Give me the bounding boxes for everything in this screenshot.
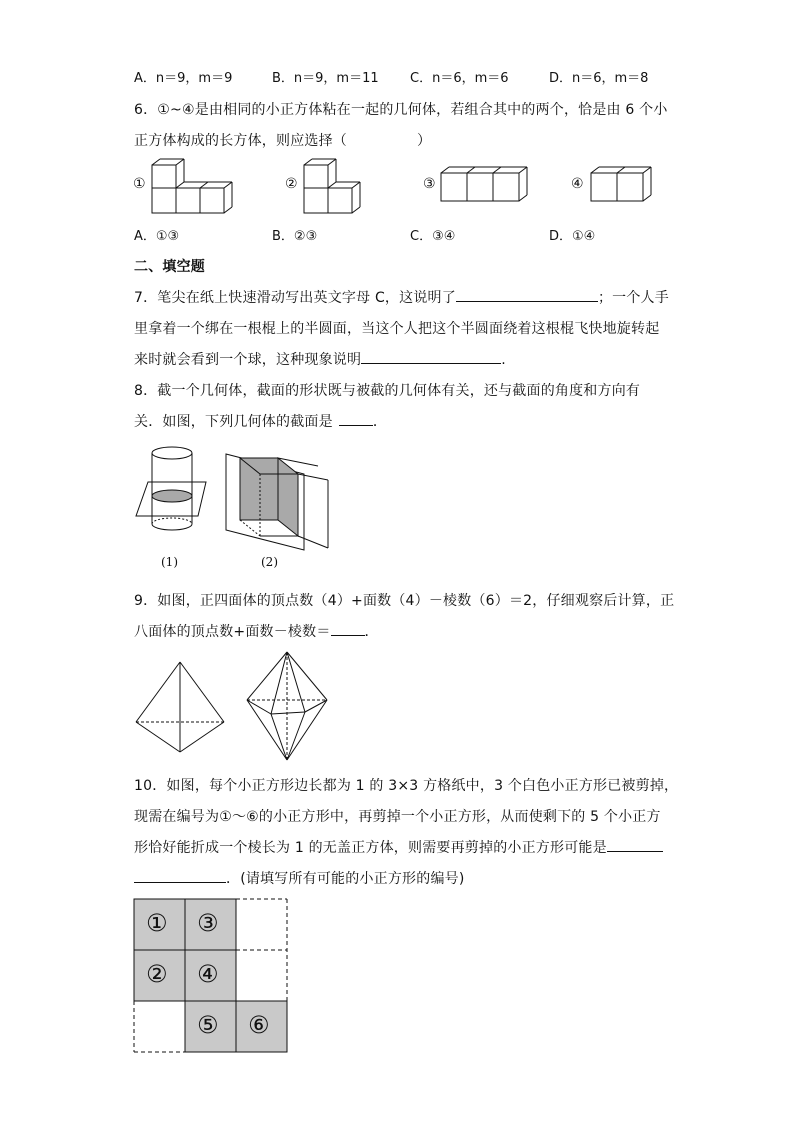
q7-answer-blank-2[interactable] <box>361 349 501 364</box>
q6-figure-2 <box>302 157 368 217</box>
q10-grid-label-6: ⑥ <box>248 1011 270 1039</box>
q6-option-b: B．②③ <box>272 229 318 244</box>
q10-grid-label-3: ③ <box>197 909 219 937</box>
q10-grid-label-4: ④ <box>197 960 219 988</box>
q7-answer-blank-1[interactable] <box>456 287 598 302</box>
q5-option-c: C．n＝6，m＝6 <box>410 71 509 86</box>
q8-figure-cube <box>222 452 332 552</box>
q6-figure-1 <box>150 157 240 217</box>
q6-line-2-post: ） <box>417 133 432 149</box>
q9-line-2 <box>134 621 379 641</box>
q7-line-1 <box>134 287 669 307</box>
q8-caption-1: (1) <box>161 555 178 569</box>
q10-answer-blank-1[interactable] <box>607 837 663 852</box>
q10-grid-label-1: ① <box>146 909 168 937</box>
q5-option-a: A．n＝9，m＝9 <box>134 71 233 86</box>
q8-figure-cylinder <box>134 444 214 536</box>
q10-line-3 <box>134 837 663 857</box>
q8-line-2-post: ． <box>372 414 388 430</box>
q5-option-b: B．n＝9，m＝11 <box>272 71 379 86</box>
q6-option-a: A．①③ <box>134 229 180 244</box>
q10-grid-label-2: ② <box>146 960 168 988</box>
q8-answer-blank[interactable] <box>339 411 373 426</box>
q7-line-1-post: ；一个人手 <box>597 290 669 306</box>
q9-line-1: 9．如图，正四面体的顶点数（4）+面数（4）－棱数（6）＝2，仔细观察后计算，正 <box>134 593 675 609</box>
q10-line-4-text: ．(请填写所有可能的小正方形的编号) <box>226 871 465 887</box>
q6-line-1: 6．①~④是由相同的小正方体粘在一起的几何体，若组合其中的两个，恰是由 6 个小 <box>134 102 668 118</box>
q6-figure-label-3: ③ <box>423 176 436 192</box>
q6-figure-label-2: ② <box>285 176 298 192</box>
q6-figure-3 <box>439 165 529 205</box>
q10-line-3-text: 形恰好能折成一个棱长为 1 的无盖正方体，则需要再剪掉的小正方形可能是 <box>134 840 607 856</box>
q10-grid-label-5: ⑤ <box>197 1011 219 1039</box>
q9-answer-blank[interactable] <box>331 621 365 636</box>
q10-line-4 <box>134 868 465 888</box>
q9-line-2-pre: 八面体的顶点数+面数－棱数＝ <box>134 624 331 640</box>
q10-line-1: 10．如图，每个小正方形边长都为 1 的 3×3 方格纸中，3 个白色小正方形已被剪掉， <box>134 778 679 794</box>
q6-option-c: C．③④ <box>410 229 456 244</box>
q7-line-3-post: . <box>501 352 506 368</box>
q6-figure-label-1: ① <box>133 176 146 192</box>
q7-line-3 <box>134 349 506 369</box>
q8-line-1: 8．截一个几何体，截面的形状既与被截的几何体有关，还与截面的角度和方向有 <box>134 383 641 399</box>
q6-line-2-pre: 正方体构成的长方体，则应选择（ <box>134 133 347 149</box>
q7-line-3-pre: 来时就会看到一个球，这种现象说明 <box>134 352 362 368</box>
q5-option-d: D．n＝6，m＝8 <box>549 71 649 86</box>
q8-line-2 <box>134 411 387 431</box>
q6-figure-4 <box>589 165 653 205</box>
section-title-fill-in: 二、填空题 <box>134 259 205 275</box>
q7-line-1-pre: 7．笔尖在纸上快速滑动写出英文字母 C，这说明了 <box>134 290 456 306</box>
q10-line-2: 现需在编号为①～⑥的小正方形中，再剪掉一个小正方形，从而使剩下的 5 个小正方 <box>134 809 661 825</box>
q9-figure-pyramid <box>134 660 230 756</box>
q9-figure-octahedron <box>243 650 331 762</box>
q6-line-2 <box>134 130 431 150</box>
q6-option-d: D．①④ <box>549 229 596 244</box>
q8-caption-2: (2) <box>261 555 278 569</box>
q8-line-2-pre: 关．如图，下列几何体的截面是 <box>134 414 333 430</box>
q10-answer-blank-2[interactable] <box>134 868 226 883</box>
q9-line-2-post: ． <box>364 624 379 640</box>
q6-figure-label-4: ④ <box>571 176 584 192</box>
q7-line-2: 里拿着一个绑在一根棍上的半圆面，当这个人把这个半圆面绕着这根棍飞快地旋转起 <box>134 321 660 337</box>
